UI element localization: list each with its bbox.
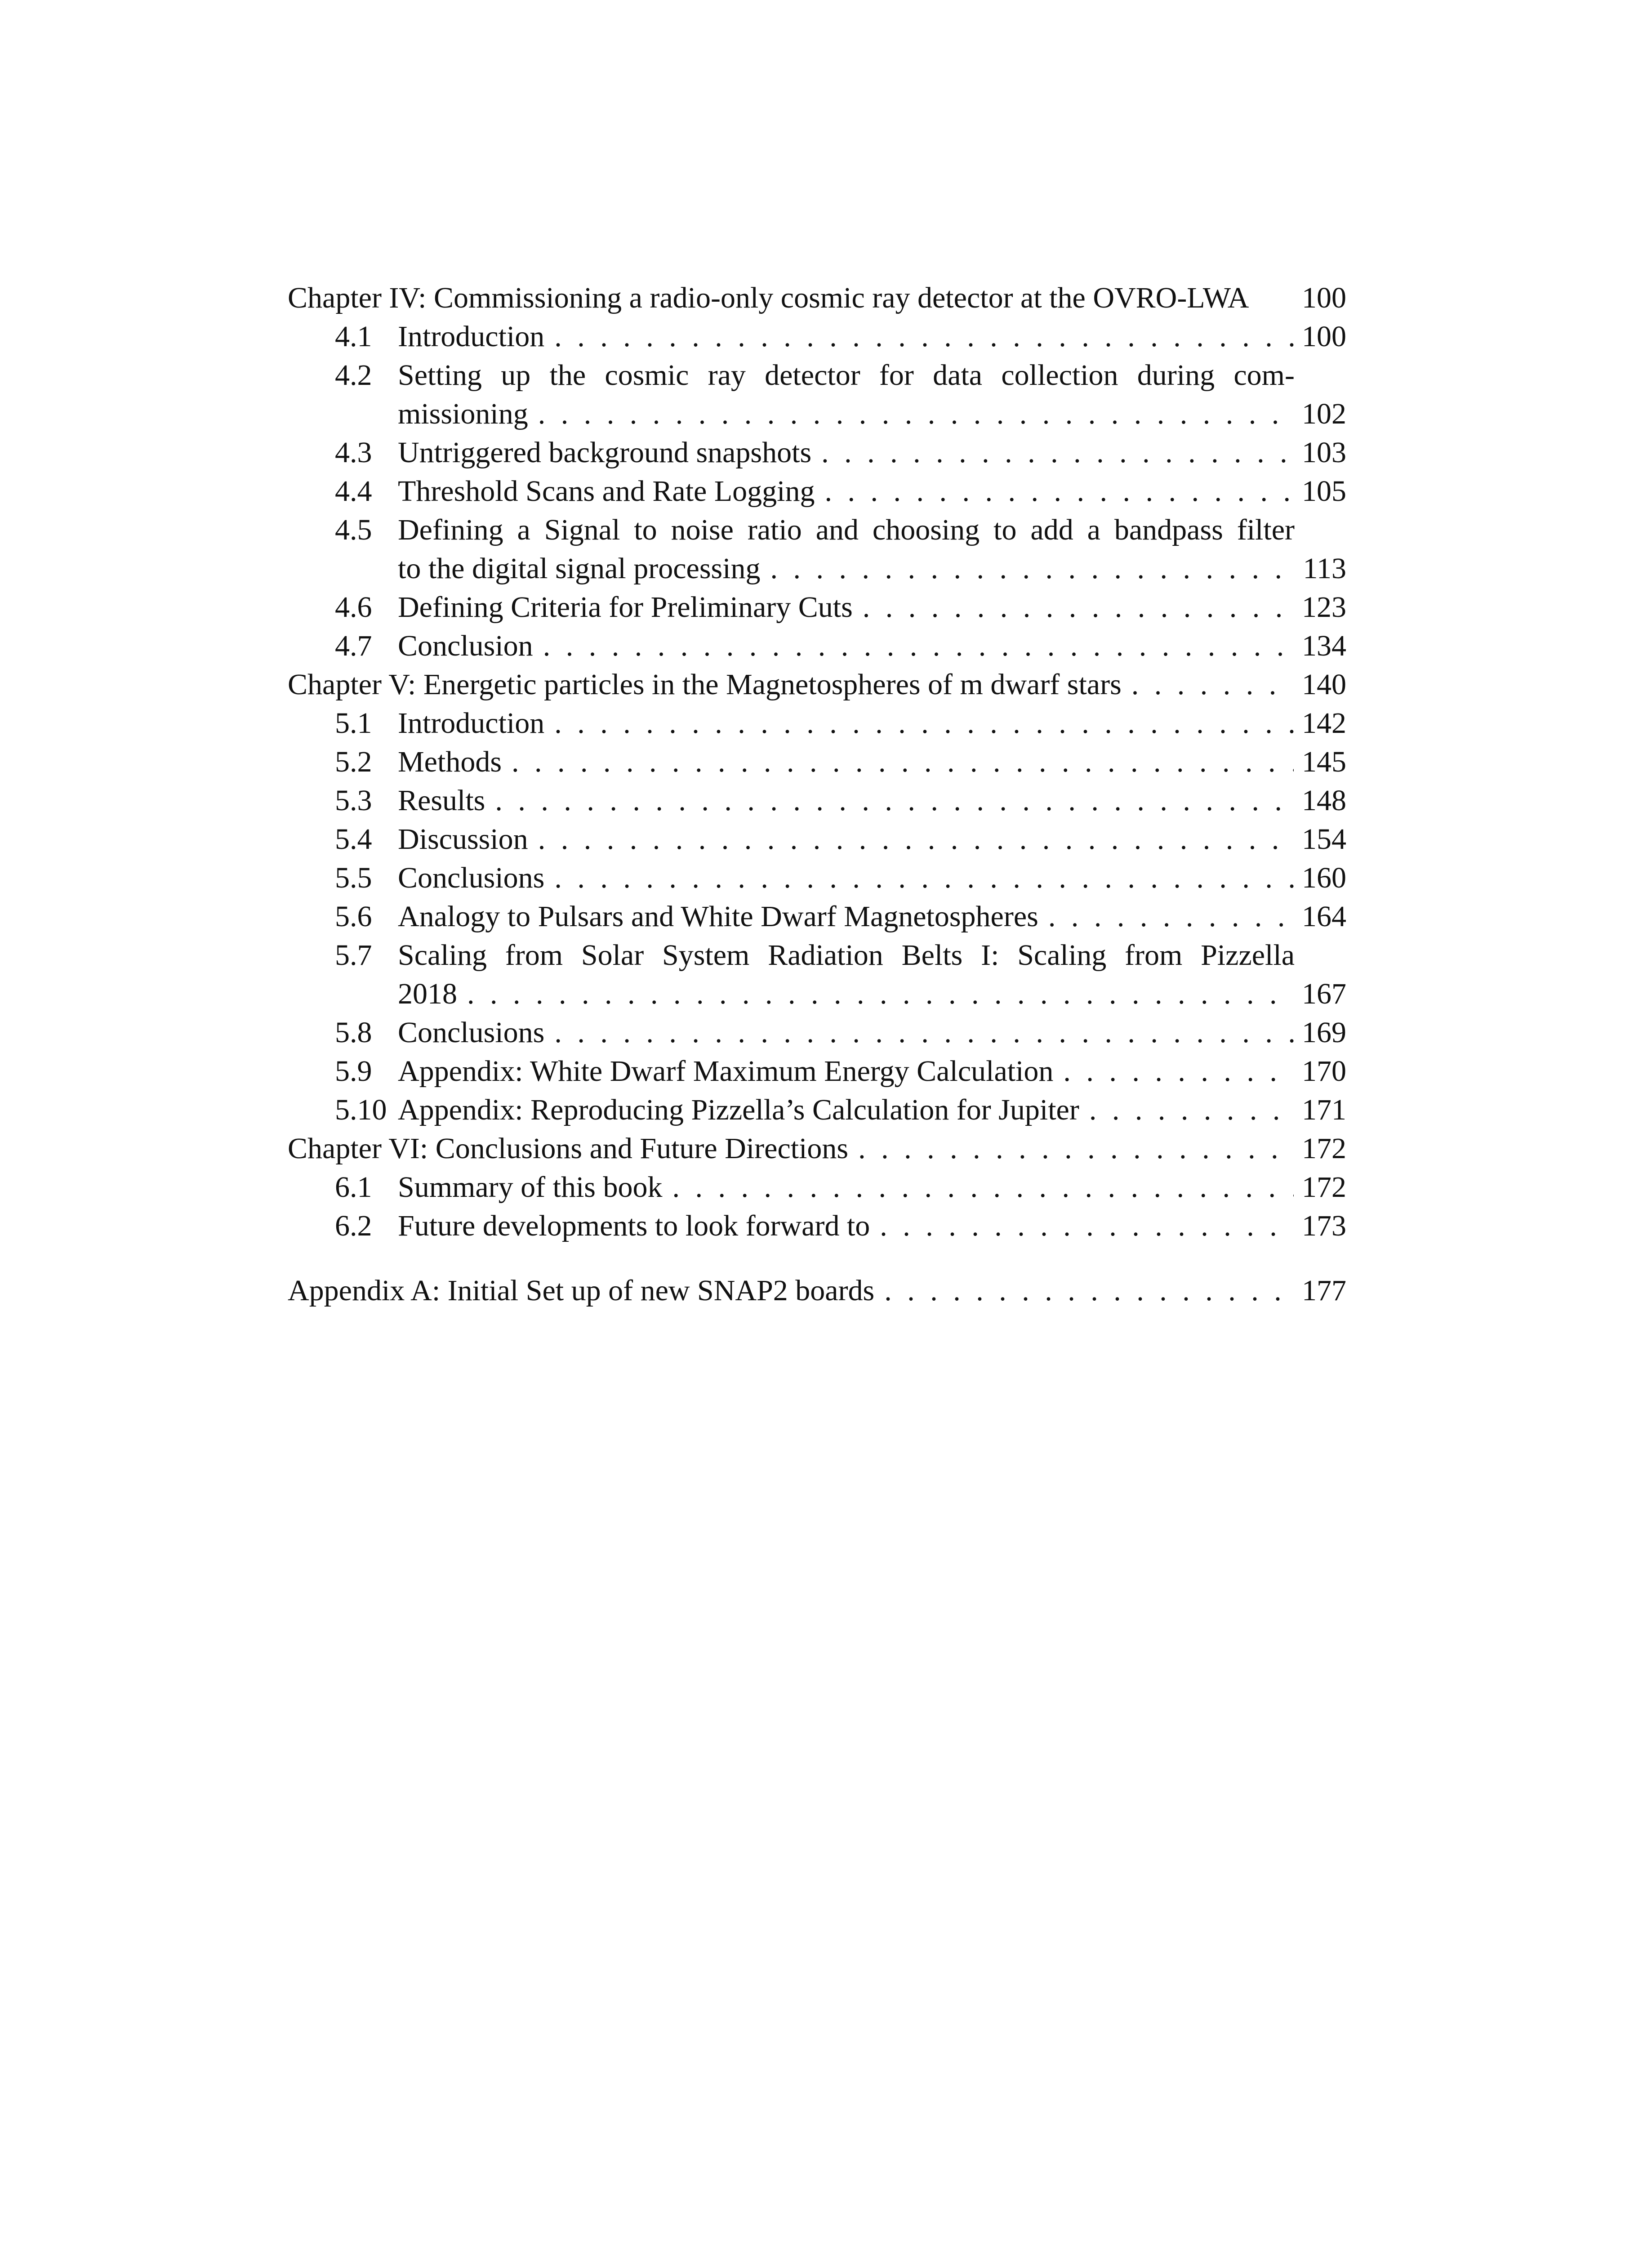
toc-page-number: 177: [1294, 1271, 1346, 1310]
toc-section-number: 4.5: [335, 513, 372, 546]
toc-page-number: 140: [1294, 665, 1346, 704]
toc-page-number: 100: [1294, 317, 1346, 356]
toc-section-entry[interactable]: [288, 1168, 1346, 1207]
toc-entry-body: [288, 627, 1346, 665]
toc-page-number: 148: [1294, 781, 1346, 820]
toc-title: Appendix: White Dwarf Maximum Energy Calculation: [398, 1055, 1063, 1088]
toc-page-number: 102: [1294, 395, 1346, 433]
toc-section-entry[interactable]: [288, 588, 1346, 627]
toc-title-line: [398, 820, 1295, 859]
toc-page-number: 103: [1294, 433, 1346, 472]
toc-title-first-line: Defining a Signal to noise ratio and choosing to add a bandpass filter: [398, 513, 1295, 546]
toc-dot-leader: [554, 1016, 1295, 1049]
toc-section-entry[interactable]: [288, 1207, 1346, 1245]
toc-title-line: [398, 1168, 1295, 1207]
toc-title: Appendix: Reproducing Pizzella’s Calculation for Jupiter: [398, 1093, 1089, 1126]
toc-entry-body: [288, 936, 1346, 1013]
toc-appendix-entry[interactable]: [288, 1271, 1346, 1310]
toc-dot-leader: [538, 823, 1295, 856]
toc-title-line: [398, 549, 1295, 588]
toc-title: Threshold Scans and Rate Logging: [398, 475, 824, 508]
toc-section-entry[interactable]: [288, 1013, 1346, 1052]
toc-title: Chapter V: Energetic particles in the Magnetospheres of m dwarf stars: [288, 668, 1131, 701]
toc-dot-leader: [1048, 900, 1295, 933]
toc-page-number: 105: [1294, 472, 1346, 511]
toc-entry-body: [288, 1271, 1346, 1310]
toc-section-number: 4.1: [335, 320, 372, 353]
toc-section-entry[interactable]: [288, 897, 1346, 936]
toc-entry-body: [288, 472, 1346, 511]
toc-dot-leader: [821, 436, 1295, 469]
toc-section-entry[interactable]: [288, 356, 1346, 433]
toc-section-entry[interactable]: [288, 704, 1346, 743]
toc-title-line: [398, 588, 1295, 627]
toc-title: Analogy to Pulsars and White Dwarf Magnetospheres: [398, 900, 1048, 933]
toc-section-entry[interactable]: [288, 433, 1346, 472]
toc-page-number: 173: [1294, 1207, 1346, 1245]
toc-section-number: 5.2: [335, 745, 372, 778]
toc-entry-body: [288, 1013, 1346, 1052]
toc-title: 2018: [398, 977, 467, 1010]
toc-dot-leader: [880, 1209, 1295, 1242]
toc-section-number: 6.1: [335, 1171, 372, 1204]
toc-page-number: 172: [1294, 1168, 1346, 1207]
toc-title: Untriggered background snapshots: [398, 436, 821, 469]
toc-chapter-entry[interactable]: [288, 665, 1346, 704]
toc-title: Introduction: [398, 320, 554, 353]
toc-page-number: 167: [1294, 975, 1346, 1013]
toc-title-first-line: Setting up the cosmic ray detector for data collection during com-: [398, 359, 1295, 392]
toc-section-entry[interactable]: [288, 1091, 1346, 1129]
toc-dot-leader: [554, 320, 1295, 353]
toc-section-number: 4.2: [335, 359, 372, 392]
toc-dot-leader: [554, 707, 1295, 740]
toc-title-first-line: Scaling from Solar System Radiation Belts I: Scaling from Pizzella: [398, 939, 1295, 972]
toc-title-line: [398, 1052, 1295, 1091]
toc-page-number: 154: [1294, 820, 1346, 859]
toc-entry-body: [288, 511, 1346, 588]
toc-section-number: 4.3: [335, 436, 372, 469]
toc-title-line: [398, 781, 1295, 820]
toc-section-number: 5.8: [335, 1016, 372, 1049]
toc-title-line: [398, 743, 1295, 781]
toc-title-line: [288, 1271, 1295, 1310]
toc-section-number: 5.10: [335, 1093, 387, 1126]
toc-section-entry[interactable]: [288, 743, 1346, 781]
toc-title: Chapter VI: Conclusions and Future Directions: [288, 1132, 858, 1165]
toc-title: missioning: [398, 397, 538, 430]
toc-entry-body: [288, 665, 1346, 704]
toc-title-line: [398, 1091, 1295, 1129]
toc-section-number: 4.4: [335, 475, 372, 508]
toc-title-line: [398, 395, 1295, 433]
toc-entry-body: [288, 279, 1346, 317]
toc-title-line: [398, 1013, 1295, 1052]
toc-entry-body: [288, 1091, 1346, 1129]
toc-title-line: [398, 433, 1295, 472]
toc-title-line: [398, 1207, 1295, 1245]
toc-entry-body: [288, 704, 1346, 743]
toc-chapter-entry[interactable]: [288, 279, 1346, 317]
toc-dot-leader: [495, 784, 1295, 817]
toc-title-line: [398, 317, 1295, 356]
toc-section-number: 5.5: [335, 861, 372, 894]
toc-section-entry[interactable]: [288, 781, 1346, 820]
toc-page-number: 169: [1294, 1013, 1346, 1052]
toc-page-number: 160: [1294, 859, 1346, 897]
toc-section-number: 5.3: [335, 784, 372, 817]
toc-entry-body: [288, 1168, 1346, 1207]
toc-section-number: 4.6: [335, 591, 372, 624]
toc-section-entry[interactable]: [288, 859, 1346, 897]
toc-entry-body: [288, 588, 1346, 627]
toc-page-number: 172: [1294, 1129, 1346, 1168]
toc-entry-body: [288, 433, 1346, 472]
toc-dot-leader: [884, 1274, 1295, 1307]
toc-entry-body: [288, 781, 1346, 820]
toc-page-number: 164: [1294, 897, 1346, 936]
toc-dot-leader: [858, 1132, 1295, 1165]
toc-entry-body: [288, 1129, 1346, 1168]
toc-entry-body: [288, 317, 1346, 356]
toc-entry-body: [288, 356, 1346, 433]
toc-page-number: 113: [1295, 549, 1346, 588]
toc-section-entry[interactable]: [288, 472, 1346, 511]
table-of-contents: [288, 279, 1346, 1310]
toc-title-line: [398, 704, 1295, 743]
toc-title-line: [398, 859, 1295, 897]
toc-section-entry[interactable]: [288, 511, 1346, 588]
toc-section-number: 5.6: [335, 900, 372, 933]
toc-entry-body: [288, 1052, 1346, 1091]
toc-dot-leader: [863, 591, 1295, 624]
toc-title-line: [288, 665, 1295, 704]
toc-title-line: [288, 279, 1295, 317]
toc-dot-leader: [770, 552, 1295, 585]
toc-title: Conclusions: [398, 861, 554, 894]
toc-section-number: 5.7: [335, 939, 372, 972]
toc-dot-leader: [554, 861, 1295, 894]
toc-dot-leader: [512, 745, 1295, 778]
toc-title: Discussion: [398, 823, 538, 856]
toc-page-number: 123: [1294, 588, 1346, 627]
toc-entry-body: [288, 897, 1346, 936]
toc-page-number: 171: [1294, 1091, 1346, 1129]
toc-section-number: 4.7: [335, 629, 372, 662]
toc-section-number: 5.4: [335, 823, 372, 856]
toc-section-entry[interactable]: [288, 627, 1346, 665]
toc-chapter-entry[interactable]: [288, 1129, 1346, 1168]
toc-title-line: [398, 975, 1295, 1013]
toc-entry-body: [288, 743, 1346, 781]
toc-title: Defining Criteria for Preliminary Cuts: [398, 591, 863, 624]
toc-entry-body: [288, 1207, 1346, 1245]
toc-dot-leader: [543, 629, 1295, 662]
toc-dot-leader: [1089, 1093, 1295, 1126]
toc-title: Methods: [398, 745, 512, 778]
toc-section-entry[interactable]: [288, 936, 1346, 1013]
toc-page-number: 145: [1294, 743, 1346, 781]
toc-entry-body: [288, 859, 1346, 897]
toc-title: Future developments to look forward to: [398, 1209, 880, 1242]
toc-dot-leader: [538, 397, 1295, 430]
toc-title: Introduction: [398, 707, 554, 740]
toc-title: Summary of this book: [398, 1171, 672, 1204]
toc-title: Results: [398, 784, 495, 817]
toc-title: to the digital signal processing: [398, 552, 770, 585]
toc-section-number: 6.2: [335, 1209, 372, 1242]
toc-page-number: 170: [1294, 1052, 1346, 1091]
toc-section-entry[interactable]: [288, 1052, 1346, 1091]
toc-title-line: [398, 472, 1295, 511]
toc-title-line: [398, 627, 1295, 665]
toc-title: Appendix A: Initial Set up of new SNAP2 boards: [288, 1274, 884, 1307]
toc-page-number: 142: [1294, 704, 1346, 743]
toc-section-entry[interactable]: [288, 820, 1346, 859]
toc-dot-leader: [1131, 668, 1295, 701]
toc-dot-leader: [672, 1171, 1295, 1204]
toc-dot-leader: [467, 977, 1295, 1010]
toc-section-entry[interactable]: [288, 317, 1346, 356]
toc-title: Chapter IV: Commissioning a radio-only cosmic ray detector at the OVRO-LWA: [288, 281, 1259, 314]
toc-section-number: 5.1: [335, 707, 372, 740]
toc-title-line: [398, 897, 1295, 936]
toc-title: Conclusions: [398, 1016, 554, 1049]
toc-title-line: [288, 1129, 1295, 1168]
toc-entry-body: [288, 820, 1346, 859]
toc-dot-leader: [824, 475, 1295, 508]
toc-title: Conclusion: [398, 629, 543, 662]
toc-page-number: 100: [1294, 279, 1346, 317]
toc-section-number: 5.9: [335, 1055, 372, 1088]
toc-page-number: 134: [1294, 627, 1346, 665]
toc-dot-leader: [1063, 1055, 1295, 1088]
